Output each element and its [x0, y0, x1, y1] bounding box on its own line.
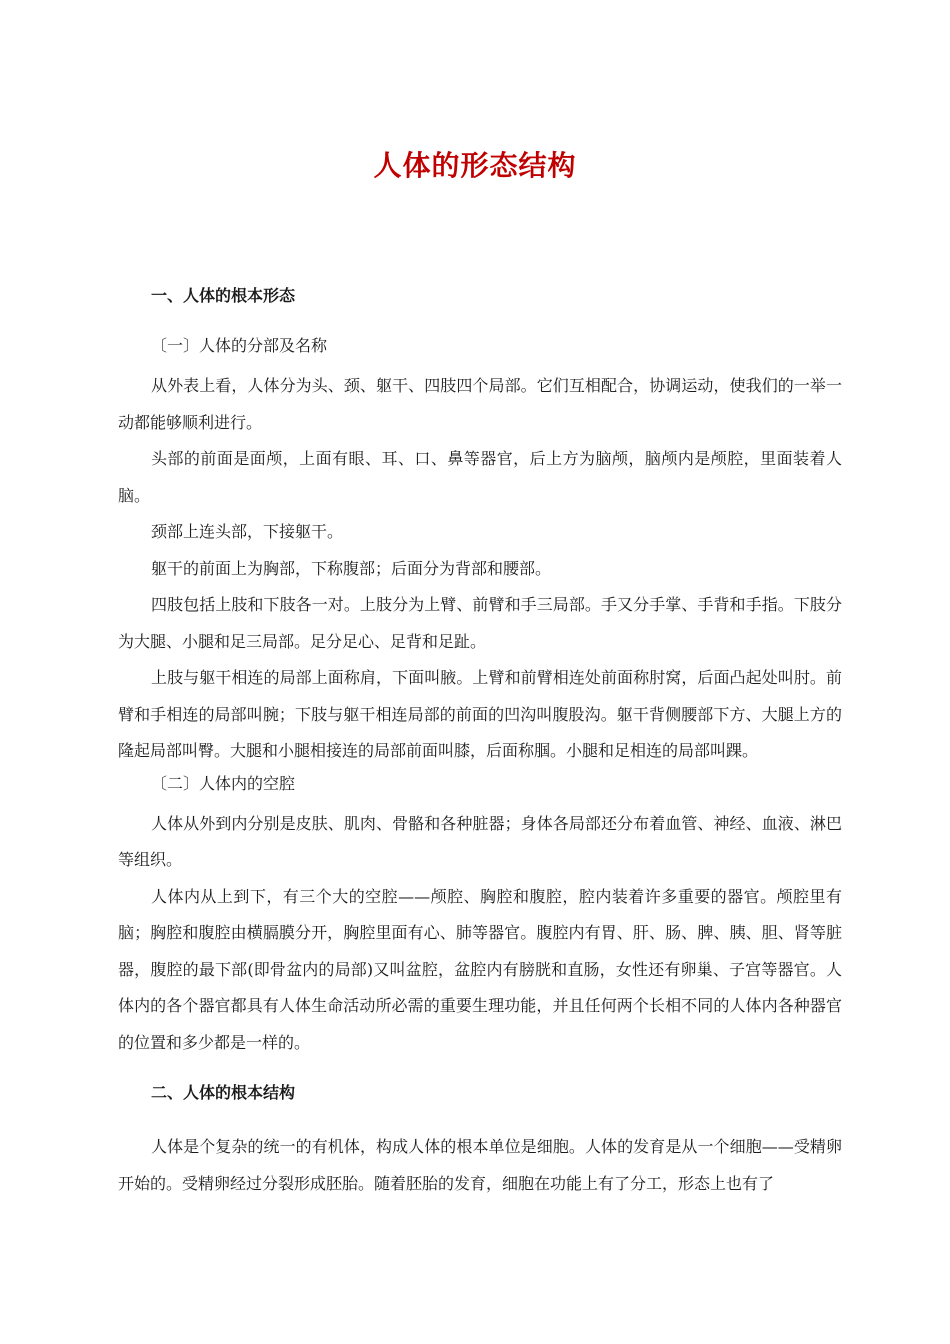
paragraph: 上肢与躯干相连的局部上面称肩，下面叫腋。上臂和前臂相连处前面称肘窝，后面凸起处叫肘。前臂和手相连的局部叫腕；下肢与躯干相连局部的前面的凹沟叫腹股沟。躯干背侧腰部下方、大腿上方的隆起局部叫臀。大腿和小腿相接连的局部前面叫膝，后面称腘。小腿和足相连的局部叫踝。: [118, 668, 842, 760]
paragraph: 人体是个复杂的统一的有机体，构成人体的根本单位是细胞。人体的发育是从一个细胞——受精卵开始的。受精卵经过分裂形成胚胎。随着胚胎的发育，细胞在功能上有了分工，形态上也有了: [118, 1137, 842, 1193]
section-heading-2: 二、人体的根本结构: [151, 1083, 296, 1102]
paragraph: 颈部上连头部，下接躯干。: [151, 522, 344, 541]
section-heading-1: 一、人体的根本形态: [151, 286, 296, 305]
subsection-heading-1-2: 〔二〕人体内的空腔: [151, 773, 296, 793]
document-title: 人体的形态结构: [373, 149, 577, 182]
paragraph: 从外表上看，人体分为头、颈、躯干、四肢四个局部。它们互相配合，协调运动，使我们的一举一动都能够顺利进行。: [118, 376, 842, 432]
paragraph: 躯干的前面上为胸部，下称腹部；后面分为背部和腰部。: [151, 558, 552, 578]
paragraph: 四肢包括上肢和下肢各一对。上肢分为上臂、前臂和手三局部。手又分手掌、手背和手指。下肢分为大腿、小腿和足三局部。足分足心、足背和足趾。: [118, 595, 842, 651]
document-body: [118, 282, 842, 1202]
paragraph: 人体内从上到下，有三个大的空腔——颅腔、胸腔和腹腔，腔内装着许多重要的器官。颅腔里有脑；胸腔和腹腔由横膈膜分开，胸腔里面有心、肺等器官。腹腔内有胃、肝、肠、脾、胰、胆、肾等脏器，腹腔的最下部(即骨盆内的局部)又叫盆腔，盆腔内有膀胱和直肠，女性还有卵巢、子宫等器官。人体内的各个器官都具有人体生命活动所必需的重要生理功能，并且任何两个长相不同的人体内各种器官的位置和多少都是一样的。: [118, 886, 842, 1052]
subsection-heading-1-1: 〔一〕人体的分部及名称: [151, 336, 328, 355]
paragraph: 人体从外到内分别是皮肤、肌肉、骨骼和各种脏器；身体各局部还分布着血管、神经、血液、淋巴等组织。: [118, 813, 842, 869]
paragraph: 头部的前面是面颅，上面有眼、耳、口、鼻等器官，后上方为脑颅，脑颅内是颅腔，里面装着人脑。: [118, 449, 842, 505]
